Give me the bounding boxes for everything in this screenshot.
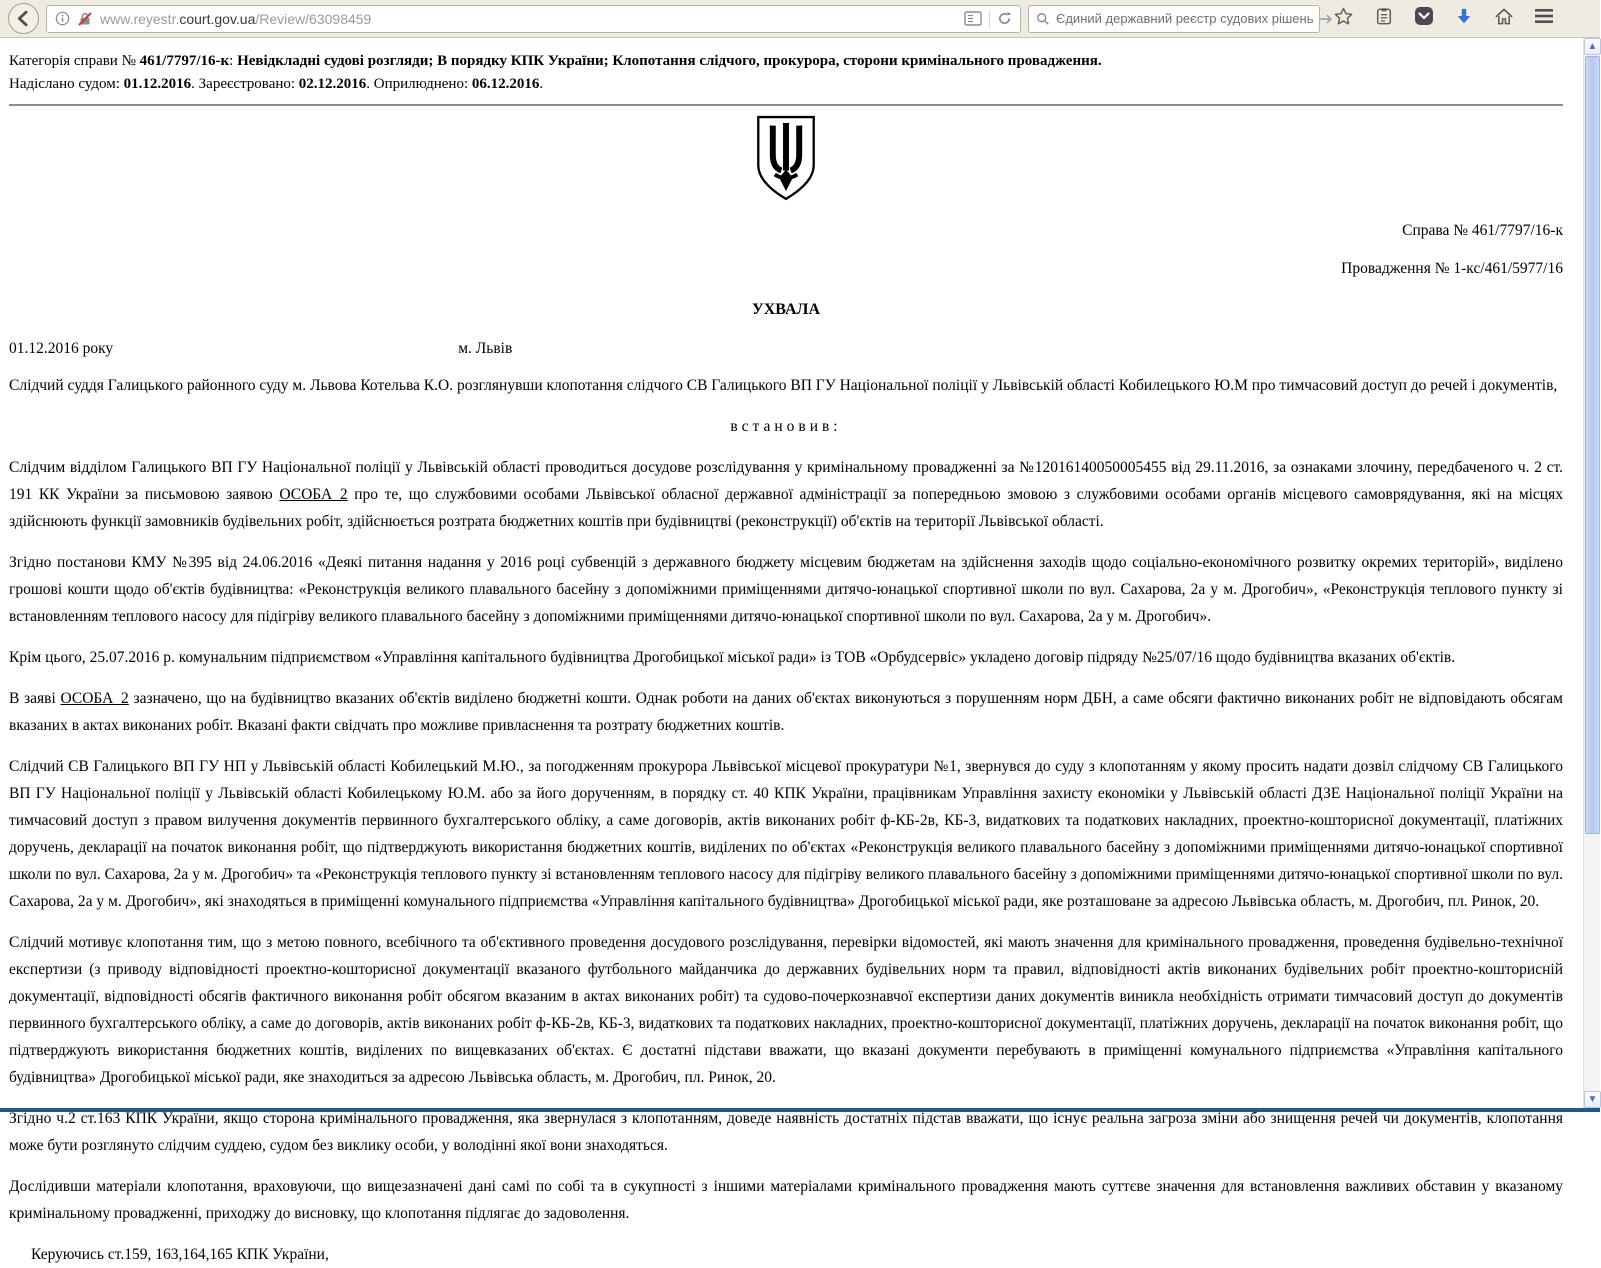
- case-dates-line: Надіслано судом: 01.12.2016. Зареєстровано: 02.12.2016. Оприлюднено: 06.12.2016.: [9, 76, 544, 92]
- reload-icon[interactable]: [997, 11, 1012, 26]
- paragraph-text: зазначено, що на будівництво вказаних об'єктів виділено бюджетні кошти. Однак роботи на даних об'єктах виконуються з порушенням норм ДБН, а саме обсяги фактично виконаних робіт не відповідають обсягам вказаних в актах виконаних робіт. Вказані факти свідчать про можливе привласнення та розтрату бюджетних коштів.: [9, 690, 1563, 734]
- date-place-line: [9, 340, 1563, 358]
- paragraph-text: встановив:: [730, 418, 842, 435]
- back-button[interactable]: [8, 3, 39, 34]
- paragraph-text: Слідчим відділом Галицького ВП ГУ Національної поліції у Львівській області проводиться досудове розслідування у кримінальному провадженні за №12016140050005455 від 29.11.2016, за ознаками злочину, передбаченого ч. 2 ст. 191 КК України за письмовою заявою: [9, 459, 1563, 503]
- paragraph-text: Згідно ч.2 ст.163 КПК України, якщо сторона кримінального провадження, яка звернулася з клопотанням, доведе наявність достатніх підстав вважати, що існує реальна загроза зміни або знищення речей чи документів, клопотання може бути розглянуто слідчим суддею, судом без виклику особи, у володінні якої вони знаходяться.: [9, 1110, 1563, 1154]
- reader-mode-icon[interactable]: [964, 11, 982, 26]
- pocket-icon: [1414, 6, 1434, 31]
- paragraph-text: про те, що службовими особами Львівської обласної державної адміністрації за попередньою змовою з службовими особами органів місцевого самоврядування, які на місцях здійснюють функції замовників будівельних робіт, здійснюється розтрата бюджетних коштів при будівництві (реконструкції) об'єктів на території Львівської області.: [9, 486, 1563, 530]
- download-icon: [1455, 7, 1473, 31]
- decision-place: м. Львів: [458, 340, 513, 357]
- paragraph-text: Дослідивши матеріали клопотання, враховуючи, що вищезазначені дані самі по собі та в сукупності з іншими матеріалами кримінального провадження мають суттєве значення для встановлення важливих обставин у вказаному кримінальному провадженні, приходжу до висновку, що клопотання підлягає до задоволення.: [9, 1178, 1563, 1222]
- vstanovyv-heading: [9, 413, 1563, 440]
- person-reference-link[interactable]: ОСОБА_2: [60, 690, 129, 707]
- menu-button[interactable]: [1527, 3, 1560, 34]
- search-input[interactable]: Єдиний державний реєстр судових рішень: [1056, 11, 1314, 26]
- conclusion-paragraph: [9, 1173, 1563, 1227]
- intro-paragraph: [9, 372, 1563, 399]
- case-category-line: Категорія справи № 461/7797/16-к: Невідкладні судові розгляди; В порядку КПК України; Клопотання слідчого, прокурора, сторони кримінального провадження.: [9, 53, 1102, 69]
- contract-paragraph: [9, 644, 1563, 671]
- pocket-button[interactable]: [1407, 3, 1440, 34]
- back-icon: [15, 10, 32, 27]
- insecure-lock-icon[interactable]: [77, 11, 93, 27]
- header-divider: [9, 104, 1563, 106]
- page-viewport: [0, 38, 1600, 1263]
- proceeding-number-line: Провадження № 1-кс/461/5977/16: [1341, 260, 1563, 277]
- paragraph-text: В заяві: [9, 690, 61, 707]
- paragraph-text: Слідчий суддя Галицького районного суду м. Львова Котельва К.О. розглянувши клопотання слідчого СВ Галицького ВП ГУ Національної поліції у Львівській області Кобилецького Ю.М про тимчасовий доступ до речей і документів,: [9, 377, 1558, 394]
- document-body: [9, 372, 1563, 1268]
- investigation-paragraph: [9, 454, 1563, 535]
- statement-paragraph: [9, 685, 1563, 739]
- menu-icon: [1534, 8, 1554, 29]
- decision-date: 01.12.2016 року: [9, 340, 114, 357]
- scrollbar-up-icon[interactable]: ▲: [1584, 38, 1601, 55]
- motivation-paragraph: [9, 929, 1563, 1091]
- scrollbar-down-icon[interactable]: ▼: [1584, 1091, 1601, 1108]
- decision-title: УХВАЛА: [752, 301, 820, 318]
- resolution-paragraph: [9, 549, 1563, 630]
- vertical-scrollbar[interactable]: [1583, 38, 1600, 1108]
- bookmarks-list-icon: [1375, 7, 1393, 31]
- paragraph-text: Згідно постанови КМУ №395 від 24.06.2016 «Деякі питання надання у 2016 році субвенцій з державного бюджету місцевим бюджетам на здійснення заходів щодо соціально-економічного розвитку окремих територій», виділено грошові кошти щодо об'єктів будівництва: «Реконструкція великого плавального басейну з допоміжними приміщеннями дитячо-юнацької спортивної школи по вул. Сахарова, 2а у м. Дрогобич», «Реконструкція теплового пункту зі встановленням теплового насосу для підігріву великого плавального басейну з допоміжними приміщеннями дитячо-юнацької спортивної школи по вул. Сахарова, 2а у м. Дрогобич».: [9, 554, 1563, 625]
- paragraph-text: Слідчий СВ Галицького ВП ГУ НП у Львівській області Кобилецький М.Ю., за погодженням прокурора Львівської місцевої прокуратури №1, звернувся до суду з клопотанням у якому просить надати дозвіл слідчому СВ Галицького ВП ГУ Національної поліції у Львівській області Кобилецькому Ю.М. або за його дорученням, в порядку ст. 40 КПК України, працівникам Управління захисту економіки у Львівській області ДЗЕ Національної поліції України на тимчасовий доступ з правом вилучення документів первинного бухгалтерського обліку, а саме договорів, актів виконаних робіт ф-КБ-2в, КБ-3, видаткових та податкових накладних, проектно-кошторисної документації, платіжних доручень, декларації на початок виконання робіт, що підтверджують використання бюджетних коштів, виділених по об'єктах «Реконструкція великого плавального басейну з допоміжними приміщеннями дитячо-юнацької спортивної школи по вул. Сахарова, 2а у м. Дрогобич» та «Реконструкція теплового пункту зі встановленням теплового насосу для підігріву великого плавального басейну з допоміжними приміщеннями дитячо-юнацької спортивної школи по вул. Сахарова, 2а у м. Дрогобич», які знаходяться в приміщенні комунального підприємства «Управління капітального будівництва» Дрогобицької міської ради, яке розташоване за адресою Львівська область, м. Дрогобич, пл. Ринок, 20.: [9, 758, 1563, 910]
- person-reference-link[interactable]: ОСОБА_2: [279, 486, 348, 503]
- ruling-basis-paragraph: [9, 1241, 1563, 1268]
- search-field[interactable]: [1028, 5, 1320, 33]
- home-icon: [1494, 7, 1514, 31]
- court-decision-document: [0, 38, 1583, 1263]
- scrollbar-thumb[interactable]: [1585, 56, 1600, 834]
- paragraph-text: Керуючись ст.159, 163,164,165 КПК України,: [31, 1246, 329, 1263]
- address-bar[interactable]: [46, 5, 1021, 33]
- paragraph-text: Слідчий мотивує клопотання тим, що з метою повного, всебічного та об'єктивного проведення досудового розслідування, перевірки відомостей, які мають значення для кримінального провадження, проведення будівельно-технічної експертизи (з приводу відповідності проектно-кошторисної документації вказаного футбольного майданчика до державних будівельних норм та правил, відповідності актів виконаних будівельних робіт проектно-кошторисній документації, відповідності обсягів фактичного виконання робіт обсягом вказаним в актах виконаних робіт) та судово-почеркознавчої експертизи даних документів виникла необхідність отримати тимчасовий доступ до документів первинного бухгалтерського обліку, а саме до договорів, актів виконаних робіт ф-КБ-2в, КБ-3, видаткових та податкових накладних, проектно-кошторисної документації, платіжних доручень, декларації на початок виконання робіт, що підтверджують використання бюджетних коштів, виділених по вищевказаних об'єктах. Є достатні підстави вважати, що вказані документи перебувають в приміщенні комунального підприємства «Управління капітального будівництва» Дрогобицької міської ради, яке знаходиться за адресою Львівська область, м. Дрогобич, пл. Ринок, 20.: [9, 934, 1563, 1086]
- motion-paragraph: [9, 753, 1563, 915]
- paragraph-text: Крім цього, 25.07.2016 р. комунальним підприємством «Управління капітального будівництва Дрогобицької міської ради» із ТОВ «Орбудсервіс» укладено договір підряду №25/07/16 щодо будівництва вказаних об'єктів.: [9, 649, 1456, 666]
- downloads-button[interactable]: [1447, 3, 1480, 34]
- law-163-paragraph: [9, 1105, 1563, 1159]
- url-text: www.reyestr.court.gov.ua/Review/63098459: [100, 10, 372, 27]
- coat-of-arms-ukraine: [9, 115, 1563, 203]
- home-button[interactable]: [1487, 3, 1520, 34]
- case-number-line: Справа № 461/7797/16-к: [1402, 222, 1563, 239]
- bookmark-star-button[interactable]: [1327, 3, 1360, 34]
- search-icon: [1036, 12, 1050, 26]
- bookmark-star-icon: [1334, 7, 1353, 31]
- page-info-icon[interactable]: [55, 11, 70, 26]
- bookmarks-menu-button[interactable]: [1367, 3, 1400, 34]
- browser-toolbar: [0, 0, 1600, 38]
